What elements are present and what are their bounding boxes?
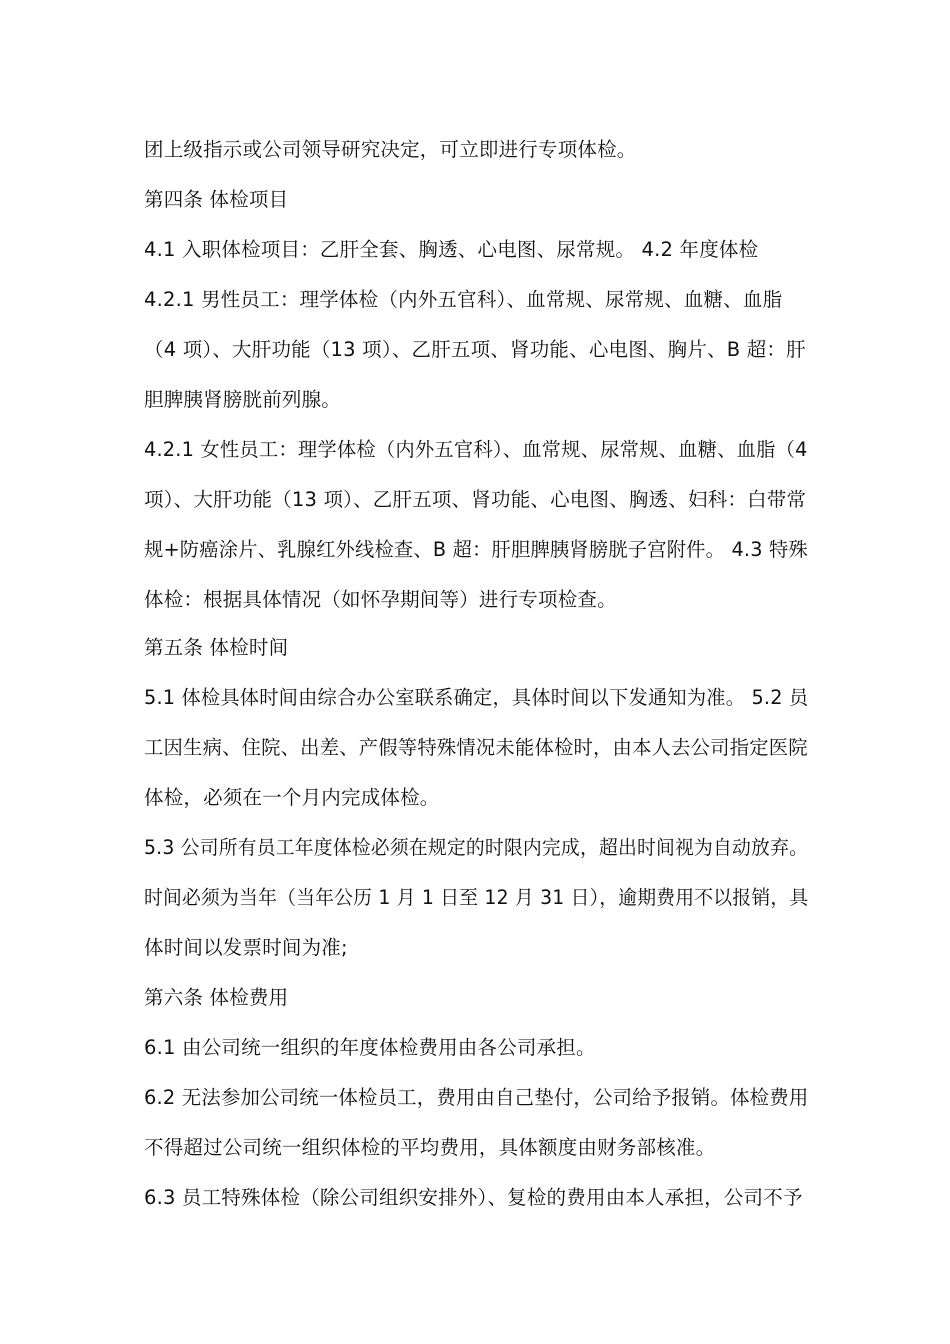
text-line: 4.1 入职体检项目：乙肝全套、胸透、心电图、尿常规。 4.2 年度体检 <box>144 238 759 261</box>
text-line: 团上级指示或公司领导研究决定，可立即进行专项体检。 <box>144 138 637 161</box>
text-line: 项）、大肝功能（13 项）、乙肝五项、肾功能、心电图、胸透、妇科：白带常 <box>144 488 807 511</box>
text-line: 规+防癌涂片、乳腺红外线检查、B 超：肝胆脾胰肾膀胱子宫附件。 4.3 特殊 <box>144 538 808 561</box>
text-line: 5.1 体检具体时间由综合办公室联系确定，具体时间以下发通知为准。 5.2 员 <box>144 686 809 709</box>
text-line: 体检，必须在一个月内完成体检。 <box>144 786 440 809</box>
text-line: 6.1 由公司统一组织的年度体检费用由各公司承担。 <box>144 1036 596 1059</box>
text-line: 不得超过公司统一组织体检的平均费用，具体额度由财务部核准。 <box>144 1136 716 1159</box>
text-line: 5.3 公司所有员工年度体检必须在规定的时限内完成，超出时间视为自动放弃。 <box>144 836 809 859</box>
text-line: 体检：根据具体情况（如怀孕期间等）进行专项检查。 <box>144 588 617 611</box>
section-heading: 第五条 体检时间 <box>144 636 289 659</box>
text-line: （4 项）、大肝功能（13 项）、乙肝五项、肾功能、心电图、胸片、B 超：肝 <box>144 338 806 361</box>
section-heading: 第四条 体检项目 <box>144 188 289 211</box>
text-line: 胆脾胰肾膀胱前列腺。 <box>144 388 342 411</box>
section-heading: 第六条 体检费用 <box>144 986 289 1009</box>
text-line: 体时间以发票时间为准; <box>144 936 348 959</box>
text-line: 工因生病、住院、出差、产假等特殊情况未能体检时，由本人去公司指定医院 <box>144 736 808 759</box>
text-line: 4.2.1 男性员工：理学体检（内外五官科）、血常规、尿常规、血糖、血脂 <box>144 288 783 311</box>
text-line: 6.2 无法参加公司统一体检员工，费用由自己垫付，公司给予报销。体检费用 <box>144 1086 809 1109</box>
text-line: 4.2.1 女性员工：理学体检（内外五官科）、血常规、尿常规、血糖、血脂（4 <box>144 438 808 461</box>
text-line: 6.3 员工特殊体检（除公司组织安排外）、复检的费用由本人承担，公司不予 <box>144 1186 803 1209</box>
text-line: 时间必须为当年（当年公历 1 月 1 日至 12 月 31 日），逾期费用不以报销，具 <box>144 886 809 909</box>
